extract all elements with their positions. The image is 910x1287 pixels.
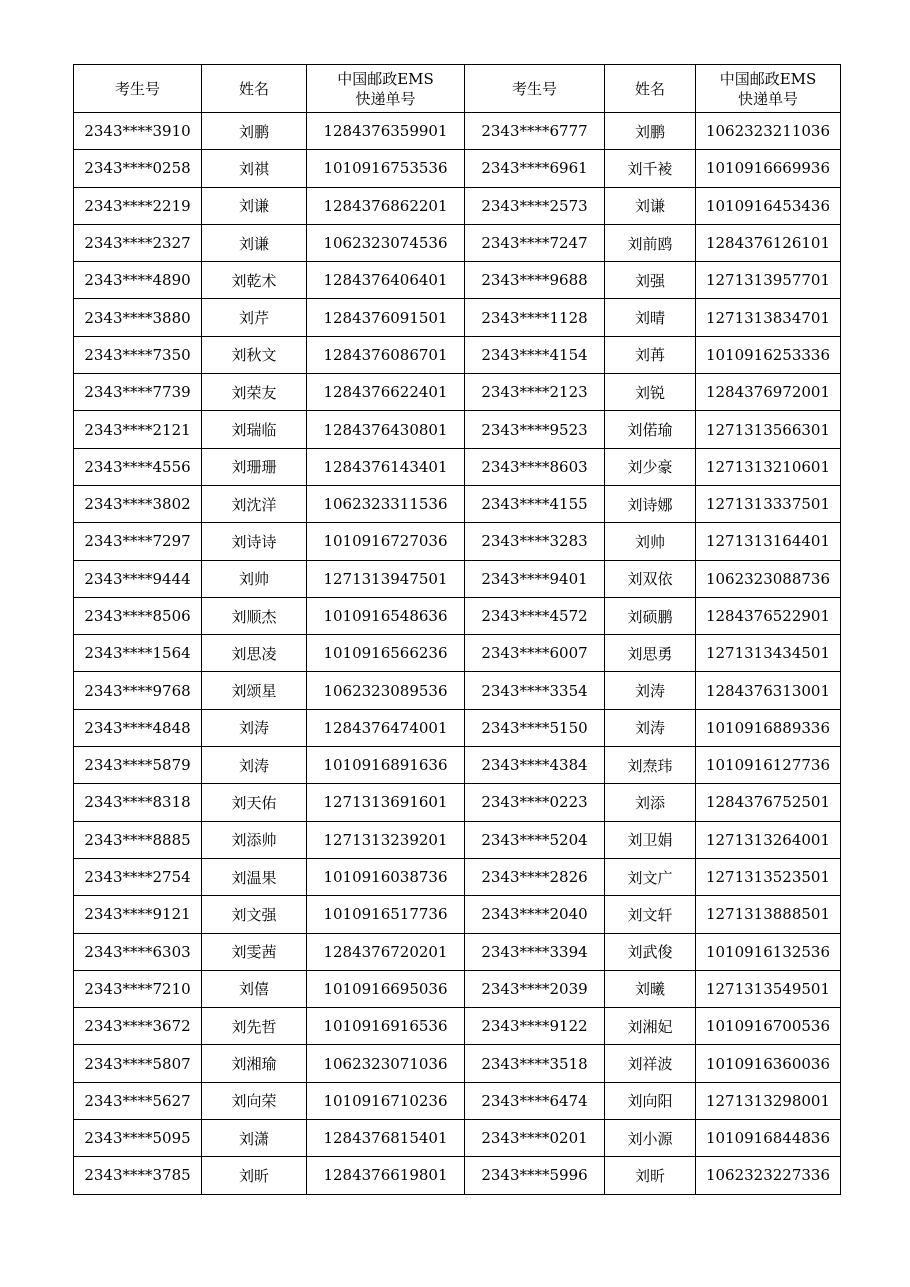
name-cell-left: 刘谦 [202, 187, 307, 224]
header-name-right: 姓名 [605, 65, 696, 113]
table-row [74, 448, 841, 485]
header-exam-id-right: 考生号 [465, 65, 605, 113]
table-row [74, 821, 841, 858]
name-cell-left: 刘珊珊 [202, 448, 307, 485]
ems-number-cell-left: 1284376091501 [307, 299, 465, 336]
name-cell-left: 刘先哲 [202, 1008, 307, 1045]
exam-id-cell-left: 2343****8506 [74, 597, 202, 634]
exam-id-cell-right: 2343****6474 [465, 1082, 605, 1119]
ems-number-cell-left: 1284376474001 [307, 709, 465, 746]
ems-number-cell-right: 1271313434501 [696, 635, 841, 672]
name-cell-left: 刘帅 [202, 560, 307, 597]
name-cell-right: 刘祥波 [605, 1045, 696, 1082]
name-cell-right: 刘湘妃 [605, 1008, 696, 1045]
ems-number-cell-left: 1284376619801 [307, 1157, 465, 1194]
ems-number-cell-right: 1284376313001 [696, 672, 841, 709]
shipping-roster-table [73, 64, 841, 1195]
table-row [74, 1120, 841, 1157]
exam-id-cell-left: 2343****9121 [74, 896, 202, 933]
name-cell-right: 刘偌瑜 [605, 411, 696, 448]
header-ems-line1: 中国邮政EMS [337, 69, 434, 88]
table-row [74, 224, 841, 261]
name-cell-left: 刘添帅 [202, 821, 307, 858]
name-cell-left: 刘潇 [202, 1120, 307, 1157]
exam-id-cell-left: 2343****3910 [74, 113, 202, 150]
name-cell-left: 刘温果 [202, 858, 307, 895]
exam-id-cell-right: 2343****6007 [465, 635, 605, 672]
name-cell-left: 刘颂星 [202, 672, 307, 709]
name-cell-right: 刘千裬 [605, 150, 696, 187]
exam-id-cell-right: 2343****4155 [465, 485, 605, 522]
name-cell-left: 刘乾术 [202, 262, 307, 299]
name-cell-right: 刘涛 [605, 672, 696, 709]
table-row [74, 1008, 841, 1045]
exam-id-cell-left: 2343****2219 [74, 187, 202, 224]
ems-number-cell-right: 1271313210601 [696, 448, 841, 485]
table-row [74, 597, 841, 634]
table-row [74, 672, 841, 709]
ems-number-cell-right: 1062323211036 [696, 113, 841, 150]
exam-id-cell-left: 2343****4890 [74, 262, 202, 299]
exam-id-cell-left: 2343****8885 [74, 821, 202, 858]
header-ems-line2: 快递单号 [737, 89, 798, 108]
exam-id-cell-right: 2343****2039 [465, 970, 605, 1007]
ems-number-cell-right: 1271313566301 [696, 411, 841, 448]
exam-id-cell-right: 2343****1128 [465, 299, 605, 336]
table-row [74, 1045, 841, 1082]
name-cell-left: 刘昕 [202, 1157, 307, 1194]
exam-id-cell-left: 2343****0258 [74, 150, 202, 187]
exam-id-cell-right: 2343****3283 [465, 523, 605, 560]
ems-number-cell-right: 1062323088736 [696, 560, 841, 597]
exam-id-cell-right: 2343****4572 [465, 597, 605, 634]
ems-number-cell-right: 1010916889336 [696, 709, 841, 746]
table-body [74, 113, 841, 1195]
ems-number-cell-left: 1284376143401 [307, 448, 465, 485]
name-cell-right: 刘涛 [605, 709, 696, 746]
ems-number-cell-left: 1010916566236 [307, 635, 465, 672]
ems-number-cell-left: 1010916548636 [307, 597, 465, 634]
table-row [74, 262, 841, 299]
ems-number-cell-right: 1010916253336 [696, 336, 841, 373]
table-row [74, 560, 841, 597]
name-cell-right: 刘小源 [605, 1120, 696, 1157]
header-row [74, 65, 841, 113]
header-ems-right [696, 65, 841, 113]
exam-id-cell-right: 2343****9523 [465, 411, 605, 448]
table-row [74, 858, 841, 895]
ems-number-cell-right: 1062323227336 [696, 1157, 841, 1194]
header-ems-line2: 快递单号 [355, 89, 416, 108]
ems-number-cell-right: 1010916360036 [696, 1045, 841, 1082]
name-cell-left: 刘文强 [202, 896, 307, 933]
ems-number-cell-left: 1010916517736 [307, 896, 465, 933]
table-row [74, 896, 841, 933]
name-cell-right: 刘强 [605, 262, 696, 299]
ems-number-cell-right: 1271313164401 [696, 523, 841, 560]
ems-number-cell-right: 1271313523501 [696, 858, 841, 895]
ems-number-cell-right: 1010916844836 [696, 1120, 841, 1157]
name-cell-left: 刘秋文 [202, 336, 307, 373]
name-cell-left: 刘天佑 [202, 784, 307, 821]
name-cell-left: 刘湘瑜 [202, 1045, 307, 1082]
table-row [74, 150, 841, 187]
ems-number-cell-left: 1284376359901 [307, 113, 465, 150]
ems-number-cell-left: 1271313691601 [307, 784, 465, 821]
ems-number-cell-left: 1010916916536 [307, 1008, 465, 1045]
ems-number-cell-left: 1010916727036 [307, 523, 465, 560]
ems-number-cell-right: 1284376752501 [696, 784, 841, 821]
exam-id-cell-left: 2343****9444 [74, 560, 202, 597]
table-row [74, 485, 841, 522]
name-cell-left: 刘涛 [202, 747, 307, 784]
name-cell-right: 刘文广 [605, 858, 696, 895]
name-cell-right: 刘向阳 [605, 1082, 696, 1119]
ems-number-cell-left: 1062323074536 [307, 224, 465, 261]
name-cell-left: 刘荣友 [202, 374, 307, 411]
ems-number-cell-left: 1062323311536 [307, 485, 465, 522]
table-row [74, 635, 841, 672]
exam-id-cell-left: 2343****3672 [74, 1008, 202, 1045]
name-cell-right: 刘鹏 [605, 113, 696, 150]
ems-number-cell-left: 1284376086701 [307, 336, 465, 373]
header-ems-line1: 中国邮政EMS [719, 69, 817, 88]
exam-id-cell-left: 2343****8318 [74, 784, 202, 821]
name-cell-right: 刘少豪 [605, 448, 696, 485]
ems-number-cell-right: 1271313834701 [696, 299, 841, 336]
name-cell-right: 刘焘玮 [605, 747, 696, 784]
exam-id-cell-right: 2343****5996 [465, 1157, 605, 1194]
exam-id-cell-left: 2343****3802 [74, 485, 202, 522]
name-cell-left: 刘僖 [202, 970, 307, 1007]
table-row [74, 933, 841, 970]
ems-number-cell-right: 1271313888501 [696, 896, 841, 933]
exam-id-cell-right: 2343****8603 [465, 448, 605, 485]
name-cell-right: 刘帅 [605, 523, 696, 560]
ems-number-cell-right: 1271313337501 [696, 485, 841, 522]
ems-number-cell-right: 1271313298001 [696, 1082, 841, 1119]
ems-number-cell-left: 1284376815401 [307, 1120, 465, 1157]
ems-number-cell-left: 1284376430801 [307, 411, 465, 448]
exam-id-cell-left: 2343****5807 [74, 1045, 202, 1082]
exam-id-cell-left: 2343****5627 [74, 1082, 202, 1119]
exam-id-cell-left: 2343****7350 [74, 336, 202, 373]
name-cell-left: 刘鹏 [202, 113, 307, 150]
name-cell-right: 刘诗娜 [605, 485, 696, 522]
name-cell-right: 刘文轩 [605, 896, 696, 933]
ems-number-cell-left: 1271313947501 [307, 560, 465, 597]
table-row [74, 970, 841, 1007]
ems-number-cell-left: 1284376406401 [307, 262, 465, 299]
name-cell-right: 刘锐 [605, 374, 696, 411]
ems-number-cell-right: 1271313264001 [696, 821, 841, 858]
name-cell-left: 刘思凌 [202, 635, 307, 672]
exam-id-cell-left: 2343****6303 [74, 933, 202, 970]
exam-id-cell-right: 2343****5204 [465, 821, 605, 858]
name-cell-right: 刘武俊 [605, 933, 696, 970]
name-cell-left: 刘瑞临 [202, 411, 307, 448]
table-row [74, 1157, 841, 1194]
ems-number-cell-left: 1284376862201 [307, 187, 465, 224]
exam-id-cell-left: 2343****2754 [74, 858, 202, 895]
ems-number-cell-left: 1271313239201 [307, 821, 465, 858]
ems-number-cell-right: 1010916132536 [696, 933, 841, 970]
table-row [74, 336, 841, 373]
header-exam-id-left: 考生号 [74, 65, 202, 113]
ems-number-cell-left: 1010916710236 [307, 1082, 465, 1119]
exam-id-cell-right: 2343****3354 [465, 672, 605, 709]
name-cell-right: 刘思勇 [605, 635, 696, 672]
name-cell-left: 刘谦 [202, 224, 307, 261]
ems-number-cell-left: 1010916038736 [307, 858, 465, 895]
header-ems-left [307, 65, 465, 113]
name-cell-right: 刘硕鹏 [605, 597, 696, 634]
name-cell-left: 刘向荣 [202, 1082, 307, 1119]
exam-id-cell-right: 2343****2123 [465, 374, 605, 411]
exam-id-cell-left: 2343****3785 [74, 1157, 202, 1194]
exam-id-cell-left: 2343****1564 [74, 635, 202, 672]
ems-number-cell-left: 1062323089536 [307, 672, 465, 709]
name-cell-right: 刘曦 [605, 970, 696, 1007]
exam-id-cell-right: 2343****7247 [465, 224, 605, 261]
name-cell-right: 刘晴 [605, 299, 696, 336]
name-cell-right: 刘添 [605, 784, 696, 821]
exam-id-cell-right: 2343****3394 [465, 933, 605, 970]
exam-id-cell-left: 2343****7297 [74, 523, 202, 560]
name-cell-left: 刘沈洋 [202, 485, 307, 522]
ems-number-cell-left: 1062323071036 [307, 1045, 465, 1082]
ems-number-cell-right: 1010916127736 [696, 747, 841, 784]
table-row [74, 747, 841, 784]
exam-id-cell-right: 2343****2826 [465, 858, 605, 895]
name-cell-right: 刘谦 [605, 187, 696, 224]
exam-id-cell-left: 2343****7739 [74, 374, 202, 411]
exam-id-cell-left: 2343****4848 [74, 709, 202, 746]
ems-number-cell-right: 1010916669936 [696, 150, 841, 187]
name-cell-right: 刘昕 [605, 1157, 696, 1194]
ems-number-cell-right: 1284376972001 [696, 374, 841, 411]
exam-id-cell-right: 2343****3518 [465, 1045, 605, 1082]
table-row [74, 411, 841, 448]
exam-id-cell-right: 2343****2040 [465, 896, 605, 933]
ems-number-cell-right: 1010916700536 [696, 1008, 841, 1045]
exam-id-cell-left: 2343****7210 [74, 970, 202, 1007]
table-row [74, 1082, 841, 1119]
ems-number-cell-right: 1271313957701 [696, 262, 841, 299]
ems-number-cell-right: 1284376522901 [696, 597, 841, 634]
exam-id-cell-right: 2343****9688 [465, 262, 605, 299]
table-row [74, 709, 841, 746]
ems-number-cell-left: 1010916753536 [307, 150, 465, 187]
exam-id-cell-right: 2343****6777 [465, 113, 605, 150]
table-row [74, 784, 841, 821]
ems-number-cell-left: 1010916695036 [307, 970, 465, 1007]
exam-id-cell-right: 2343****4384 [465, 747, 605, 784]
exam-id-cell-left: 2343****4556 [74, 448, 202, 485]
table-row [74, 299, 841, 336]
name-cell-left: 刘涛 [202, 709, 307, 746]
exam-id-cell-left: 2343****2121 [74, 411, 202, 448]
table-row [74, 113, 841, 150]
name-cell-left: 刘芹 [202, 299, 307, 336]
name-cell-left: 刘祺 [202, 150, 307, 187]
exam-id-cell-left: 2343****3880 [74, 299, 202, 336]
table-header [74, 65, 841, 113]
table-row [74, 374, 841, 411]
table-row [74, 523, 841, 560]
exam-id-cell-left: 2343****5879 [74, 747, 202, 784]
name-cell-left: 刘诗诗 [202, 523, 307, 560]
exam-id-cell-right: 2343****9122 [465, 1008, 605, 1045]
ems-number-cell-left: 1284376622401 [307, 374, 465, 411]
name-cell-right: 刘卫娟 [605, 821, 696, 858]
ems-number-cell-right: 1284376126101 [696, 224, 841, 261]
exam-id-cell-right: 2343****0201 [465, 1120, 605, 1157]
name-cell-right: 刘双依 [605, 560, 696, 597]
name-cell-right: 刘前鸥 [605, 224, 696, 261]
ems-number-cell-right: 1271313549501 [696, 970, 841, 1007]
exam-id-cell-right: 2343****5150 [465, 709, 605, 746]
exam-id-cell-left: 2343****2327 [74, 224, 202, 261]
ems-number-cell-left: 1010916891636 [307, 747, 465, 784]
name-cell-right: 刘苒 [605, 336, 696, 373]
exam-id-cell-right: 2343****6961 [465, 150, 605, 187]
exam-id-cell-right: 2343****4154 [465, 336, 605, 373]
exam-id-cell-left: 2343****5095 [74, 1120, 202, 1157]
exam-id-cell-right: 2343****0223 [465, 784, 605, 821]
header-name-left: 姓名 [202, 65, 307, 113]
exam-id-cell-right: 2343****9401 [465, 560, 605, 597]
name-cell-left: 刘顺杰 [202, 597, 307, 634]
exam-id-cell-left: 2343****9768 [74, 672, 202, 709]
name-cell-left: 刘雯茜 [202, 933, 307, 970]
ems-number-cell-right: 1010916453436 [696, 187, 841, 224]
ems-number-cell-left: 1284376720201 [307, 933, 465, 970]
exam-id-cell-right: 2343****2573 [465, 187, 605, 224]
table-row [74, 187, 841, 224]
